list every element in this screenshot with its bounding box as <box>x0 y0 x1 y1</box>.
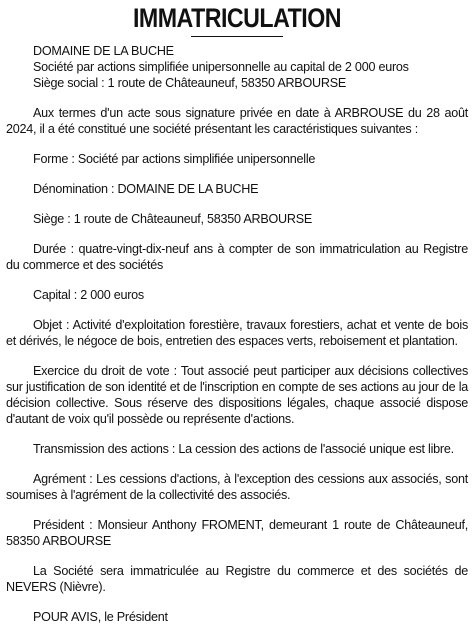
agrement-paragraph: Agrément : Les cessions d'actions, à l'exception des cessions aux associés, sont soumises à l'agrément de la collectivité des associés. <box>6 472 468 502</box>
vote-paragraph: Exercice du droit de vote : Tout associé peut participer aux décisions collectives sur justification de son identité et de l'inscription en compte de ses actions au jour de la décision collective. Sous réserve des dispositions légales, chaque associé dispose d'autant de voix qu'il possède ou représente d'actions. <box>6 364 468 426</box>
signature-line: POUR AVIS, le Président <box>33 610 168 624</box>
company-legal-form: Société par actions simplifiée unipersonnelle au capital de 2 000 euros <box>33 60 409 74</box>
company-name: DOMAINE DE LA BUCHE <box>33 44 174 58</box>
denomination-paragraph: Dénomination : DOMAINE DE LA BUCHE <box>33 182 259 196</box>
intro-paragraph: Aux termes d'un acte sous signature privée en date à ARBROUSE du 28 août 2024, il a été constitué une société présentant les caractéristiques suivantes : <box>6 106 468 136</box>
forme-paragraph: Forme : Société par actions simplifiée unipersonnelle <box>33 152 316 166</box>
immatriculation-paragraph: La Société sera immatriculée au Registre du commerce et des sociétés de NEVERS (Nièvre). <box>6 564 468 594</box>
company-header <box>6 43 468 91</box>
notice-title: IMMATRICULATION <box>132 3 342 33</box>
president-paragraph: Président : Monsieur Anthony FROMENT, demeurant 1 route de Châteauneuf, 58350 ARBOURSE <box>6 518 468 548</box>
title-underline <box>191 36 283 37</box>
siege-paragraph: Siège : 1 route de Châteauneuf, 58350 ARBOURSE <box>33 212 313 226</box>
transmission-paragraph: Transmission des actions : La cession des actions de l'associé unique est libre. <box>33 442 454 456</box>
duree-paragraph: Durée : quatre-vingt-dix-neuf ans à compter de son immatriculation au Registre du commerce et des sociétés <box>6 242 468 272</box>
capital-paragraph: Capital : 2 000 euros <box>33 288 144 302</box>
objet-paragraph: Objet : Activité d'exploitation forestière, travaux forestiers, achat et vente de bois et dérivés, le négoce de bois, entretien des espaces verts, reboisement et plantation. <box>6 318 468 348</box>
company-registered-office: Siège social : 1 route de Châteauneuf, 58350 ARBOURSE <box>33 76 346 90</box>
